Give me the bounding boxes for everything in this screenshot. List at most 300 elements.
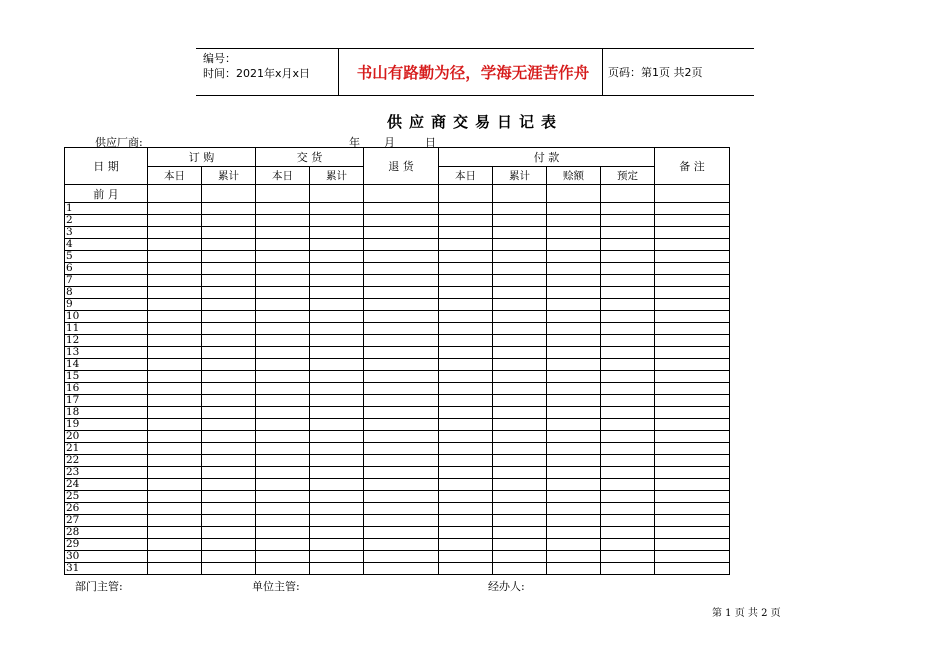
table-cell[interactable]	[148, 563, 202, 575]
table-cell[interactable]	[493, 491, 547, 503]
table-cell[interactable]	[148, 335, 202, 347]
table-cell[interactable]	[256, 515, 310, 527]
table-cell[interactable]	[547, 395, 601, 407]
table-cell[interactable]	[601, 407, 655, 419]
table-cell[interactable]	[439, 503, 493, 515]
table-cell[interactable]	[202, 551, 256, 563]
table-cell[interactable]	[655, 251, 730, 263]
table-cell[interactable]	[601, 323, 655, 335]
table-cell[interactable]	[364, 263, 439, 275]
table-cell[interactable]	[310, 479, 364, 491]
table-cell[interactable]	[364, 515, 439, 527]
table-cell[interactable]	[310, 455, 364, 467]
table-cell[interactable]	[148, 215, 202, 227]
table-cell[interactable]	[256, 359, 310, 371]
table-cell[interactable]	[256, 287, 310, 299]
table-cell[interactable]	[547, 443, 601, 455]
table-cell[interactable]	[364, 311, 439, 323]
table-cell[interactable]	[148, 347, 202, 359]
table-cell[interactable]	[310, 275, 364, 287]
table-cell[interactable]	[310, 419, 364, 431]
table-cell[interactable]	[256, 185, 310, 203]
table-cell[interactable]	[655, 287, 730, 299]
table-cell[interactable]	[202, 563, 256, 575]
table-cell[interactable]	[310, 323, 364, 335]
table-cell[interactable]	[601, 185, 655, 203]
table-cell[interactable]	[364, 359, 439, 371]
table-cell[interactable]	[547, 419, 601, 431]
table-cell[interactable]	[202, 215, 256, 227]
table-cell[interactable]	[310, 311, 364, 323]
table-cell[interactable]	[547, 551, 601, 563]
table-cell[interactable]	[256, 407, 310, 419]
table-cell[interactable]	[655, 395, 730, 407]
table-cell[interactable]	[364, 299, 439, 311]
table-cell[interactable]	[364, 491, 439, 503]
table-cell[interactable]	[493, 407, 547, 419]
table-cell[interactable]	[148, 287, 202, 299]
table-cell[interactable]	[601, 311, 655, 323]
table-cell[interactable]	[601, 299, 655, 311]
table-cell[interactable]	[547, 359, 601, 371]
table-cell[interactable]	[256, 251, 310, 263]
table-cell[interactable]	[655, 551, 730, 563]
table-cell[interactable]	[547, 251, 601, 263]
table-cell[interactable]	[364, 347, 439, 359]
table-cell[interactable]	[655, 563, 730, 575]
table-cell[interactable]	[493, 185, 547, 203]
table-cell[interactable]	[310, 239, 364, 251]
table-cell[interactable]	[655, 263, 730, 275]
table-cell[interactable]	[655, 323, 730, 335]
table-cell[interactable]	[601, 539, 655, 551]
table-cell[interactable]	[493, 227, 547, 239]
table-cell[interactable]	[655, 455, 730, 467]
table-cell[interactable]	[310, 563, 364, 575]
table-cell[interactable]	[493, 431, 547, 443]
table-cell[interactable]	[601, 239, 655, 251]
table-cell[interactable]	[439, 371, 493, 383]
table-cell[interactable]	[493, 275, 547, 287]
table-cell[interactable]	[256, 503, 310, 515]
table-cell[interactable]	[547, 431, 601, 443]
table-cell[interactable]	[601, 395, 655, 407]
table-cell[interactable]	[202, 287, 256, 299]
table-cell[interactable]	[493, 347, 547, 359]
table-cell[interactable]	[439, 251, 493, 263]
table-cell[interactable]	[148, 251, 202, 263]
table-cell[interactable]	[601, 263, 655, 275]
table-cell[interactable]	[310, 527, 364, 539]
table-cell[interactable]	[310, 287, 364, 299]
table-cell[interactable]	[493, 539, 547, 551]
table-cell[interactable]	[148, 311, 202, 323]
table-cell[interactable]	[202, 335, 256, 347]
table-cell[interactable]	[202, 383, 256, 395]
table-cell[interactable]	[148, 527, 202, 539]
table-cell[interactable]	[547, 479, 601, 491]
table-cell[interactable]	[148, 359, 202, 371]
table-cell[interactable]	[439, 527, 493, 539]
table-cell[interactable]	[601, 467, 655, 479]
table-cell[interactable]	[148, 203, 202, 215]
table-cell[interactable]	[601, 455, 655, 467]
table-cell[interactable]	[547, 455, 601, 467]
table-cell[interactable]	[364, 335, 439, 347]
table-cell[interactable]	[601, 419, 655, 431]
table-cell[interactable]	[493, 503, 547, 515]
table-cell[interactable]	[364, 383, 439, 395]
table-cell[interactable]	[601, 287, 655, 299]
table-cell[interactable]	[256, 491, 310, 503]
table-cell[interactable]	[148, 323, 202, 335]
table-cell[interactable]	[310, 503, 364, 515]
table-cell[interactable]	[310, 395, 364, 407]
table-cell[interactable]	[439, 491, 493, 503]
table-cell[interactable]	[202, 311, 256, 323]
table-cell[interactable]	[601, 491, 655, 503]
table-cell[interactable]	[148, 275, 202, 287]
table-cell[interactable]	[493, 311, 547, 323]
table-cell[interactable]	[202, 527, 256, 539]
table-cell[interactable]	[256, 263, 310, 275]
table-cell[interactable]	[364, 479, 439, 491]
table-cell[interactable]	[493, 443, 547, 455]
table-cell[interactable]	[310, 431, 364, 443]
table-cell[interactable]	[493, 455, 547, 467]
table-cell[interactable]	[439, 335, 493, 347]
table-cell[interactable]	[202, 455, 256, 467]
table-cell[interactable]	[655, 443, 730, 455]
table-cell[interactable]	[655, 383, 730, 395]
table-cell[interactable]	[547, 539, 601, 551]
table-cell[interactable]	[655, 311, 730, 323]
table-cell[interactable]	[364, 431, 439, 443]
table-cell[interactable]	[601, 443, 655, 455]
table-cell[interactable]	[364, 455, 439, 467]
table-cell[interactable]	[148, 491, 202, 503]
table-cell[interactable]	[148, 455, 202, 467]
table-cell[interactable]	[439, 299, 493, 311]
table-cell[interactable]	[493, 467, 547, 479]
table-cell[interactable]	[547, 227, 601, 239]
table-cell[interactable]	[310, 491, 364, 503]
table-cell[interactable]	[310, 515, 364, 527]
table-cell[interactable]	[256, 443, 310, 455]
table-cell[interactable]	[601, 359, 655, 371]
table-cell[interactable]	[364, 527, 439, 539]
table-cell[interactable]	[547, 203, 601, 215]
table-cell[interactable]	[256, 239, 310, 251]
table-cell[interactable]	[655, 419, 730, 431]
table-cell[interactable]	[256, 275, 310, 287]
table-cell[interactable]	[547, 239, 601, 251]
table-cell[interactable]	[202, 299, 256, 311]
table-cell[interactable]	[364, 323, 439, 335]
table-cell[interactable]	[364, 227, 439, 239]
table-cell[interactable]	[601, 551, 655, 563]
table-cell[interactable]	[202, 479, 256, 491]
table-cell[interactable]	[601, 335, 655, 347]
table-cell[interactable]	[439, 563, 493, 575]
table-cell[interactable]	[364, 539, 439, 551]
table-cell[interactable]	[493, 515, 547, 527]
table-cell[interactable]	[310, 215, 364, 227]
table-cell[interactable]	[256, 371, 310, 383]
table-cell[interactable]	[655, 275, 730, 287]
table-cell[interactable]	[148, 539, 202, 551]
table-cell[interactable]	[256, 467, 310, 479]
table-cell[interactable]	[256, 299, 310, 311]
table-cell[interactable]	[310, 203, 364, 215]
table-cell[interactable]	[148, 503, 202, 515]
table-cell[interactable]	[547, 503, 601, 515]
table-cell[interactable]	[202, 359, 256, 371]
table-cell[interactable]	[439, 551, 493, 563]
table-cell[interactable]	[547, 467, 601, 479]
table-cell[interactable]	[601, 383, 655, 395]
table-cell[interactable]	[493, 263, 547, 275]
table-cell[interactable]	[493, 239, 547, 251]
table-cell[interactable]	[547, 287, 601, 299]
table-cell[interactable]	[202, 431, 256, 443]
table-cell[interactable]	[601, 275, 655, 287]
table-cell[interactable]	[202, 407, 256, 419]
table-cell[interactable]	[493, 395, 547, 407]
table-cell[interactable]	[493, 551, 547, 563]
table-cell[interactable]	[202, 323, 256, 335]
table-cell[interactable]	[655, 227, 730, 239]
table-cell[interactable]	[364, 551, 439, 563]
table-cell[interactable]	[439, 203, 493, 215]
table-cell[interactable]	[148, 515, 202, 527]
table-cell[interactable]	[439, 287, 493, 299]
table-cell[interactable]	[202, 395, 256, 407]
table-cell[interactable]	[655, 359, 730, 371]
table-cell[interactable]	[148, 443, 202, 455]
table-cell[interactable]	[439, 419, 493, 431]
table-cell[interactable]	[439, 395, 493, 407]
table-cell[interactable]	[310, 227, 364, 239]
table-cell[interactable]	[148, 419, 202, 431]
table-cell[interactable]	[493, 287, 547, 299]
table-cell[interactable]	[655, 467, 730, 479]
table-cell[interactable]	[493, 479, 547, 491]
table-cell[interactable]	[547, 275, 601, 287]
table-cell[interactable]	[148, 467, 202, 479]
table-cell[interactable]	[202, 251, 256, 263]
table-cell[interactable]	[148, 239, 202, 251]
table-cell[interactable]	[148, 407, 202, 419]
table-cell[interactable]	[364, 407, 439, 419]
table-cell[interactable]	[547, 347, 601, 359]
table-cell[interactable]	[256, 431, 310, 443]
table-cell[interactable]	[655, 371, 730, 383]
table-cell[interactable]	[547, 515, 601, 527]
table-cell[interactable]	[601, 227, 655, 239]
table-cell[interactable]	[310, 251, 364, 263]
table-cell[interactable]	[202, 539, 256, 551]
table-cell[interactable]	[547, 491, 601, 503]
table-cell[interactable]	[547, 407, 601, 419]
table-cell[interactable]	[547, 215, 601, 227]
table-cell[interactable]	[439, 479, 493, 491]
table-cell[interactable]	[547, 335, 601, 347]
table-cell[interactable]	[439, 455, 493, 467]
table-cell[interactable]	[655, 347, 730, 359]
table-cell[interactable]	[547, 383, 601, 395]
table-cell[interactable]	[547, 263, 601, 275]
table-cell[interactable]	[439, 539, 493, 551]
table-cell[interactable]	[364, 203, 439, 215]
table-cell[interactable]	[547, 299, 601, 311]
table-cell[interactable]	[601, 203, 655, 215]
table-cell[interactable]	[601, 527, 655, 539]
table-cell[interactable]	[547, 323, 601, 335]
table-cell[interactable]	[493, 251, 547, 263]
table-cell[interactable]	[256, 395, 310, 407]
table-cell[interactable]	[364, 467, 439, 479]
table-cell[interactable]	[202, 443, 256, 455]
table-cell[interactable]	[493, 527, 547, 539]
table-cell[interactable]	[547, 563, 601, 575]
table-cell[interactable]	[148, 227, 202, 239]
table-cell[interactable]	[256, 563, 310, 575]
table-cell[interactable]	[655, 407, 730, 419]
table-cell[interactable]	[601, 215, 655, 227]
table-cell[interactable]	[310, 335, 364, 347]
table-cell[interactable]	[256, 527, 310, 539]
table-cell[interactable]	[439, 443, 493, 455]
table-cell[interactable]	[364, 563, 439, 575]
table-cell[interactable]	[493, 383, 547, 395]
table-cell[interactable]	[310, 407, 364, 419]
table-cell[interactable]	[202, 275, 256, 287]
table-cell[interactable]	[439, 515, 493, 527]
table-cell[interactable]	[310, 371, 364, 383]
table-cell[interactable]	[439, 467, 493, 479]
table-cell[interactable]	[202, 347, 256, 359]
table-cell[interactable]	[364, 395, 439, 407]
table-cell[interactable]	[655, 299, 730, 311]
table-cell[interactable]	[202, 419, 256, 431]
table-cell[interactable]	[655, 431, 730, 443]
table-cell[interactable]	[364, 239, 439, 251]
table-cell[interactable]	[364, 503, 439, 515]
table-cell[interactable]	[148, 383, 202, 395]
table-cell[interactable]	[364, 287, 439, 299]
table-cell[interactable]	[601, 503, 655, 515]
table-cell[interactable]	[310, 383, 364, 395]
table-cell[interactable]	[310, 551, 364, 563]
table-cell[interactable]	[256, 383, 310, 395]
table-cell[interactable]	[655, 239, 730, 251]
table-cell[interactable]	[256, 323, 310, 335]
table-cell[interactable]	[655, 203, 730, 215]
table-cell[interactable]	[364, 185, 439, 203]
table-cell[interactable]	[256, 455, 310, 467]
table-cell[interactable]	[439, 311, 493, 323]
table-cell[interactable]	[655, 515, 730, 527]
table-cell[interactable]	[256, 203, 310, 215]
table-cell[interactable]	[493, 215, 547, 227]
table-cell[interactable]	[364, 371, 439, 383]
table-cell[interactable]	[547, 311, 601, 323]
table-cell[interactable]	[364, 419, 439, 431]
table-cell[interactable]	[493, 203, 547, 215]
table-cell[interactable]	[256, 551, 310, 563]
table-cell[interactable]	[310, 299, 364, 311]
table-cell[interactable]	[148, 185, 202, 203]
table-cell[interactable]	[655, 503, 730, 515]
table-cell[interactable]	[148, 431, 202, 443]
table-cell[interactable]	[493, 323, 547, 335]
table-cell[interactable]	[202, 467, 256, 479]
table-cell[interactable]	[202, 185, 256, 203]
table-cell[interactable]	[148, 551, 202, 563]
table-cell[interactable]	[439, 275, 493, 287]
table-cell[interactable]	[202, 263, 256, 275]
table-cell[interactable]	[439, 383, 493, 395]
table-cell[interactable]	[655, 539, 730, 551]
table-cell[interactable]	[256, 419, 310, 431]
table-cell[interactable]	[601, 251, 655, 263]
table-cell[interactable]	[493, 563, 547, 575]
table-cell[interactable]	[148, 299, 202, 311]
table-cell[interactable]	[493, 371, 547, 383]
table-cell[interactable]	[310, 347, 364, 359]
table-cell[interactable]	[439, 347, 493, 359]
table-cell[interactable]	[202, 491, 256, 503]
table-cell[interactable]	[655, 185, 730, 203]
table-cell[interactable]	[148, 479, 202, 491]
table-cell[interactable]	[601, 431, 655, 443]
table-cell[interactable]	[148, 371, 202, 383]
table-cell[interactable]	[655, 335, 730, 347]
table-cell[interactable]	[439, 407, 493, 419]
table-cell[interactable]	[547, 527, 601, 539]
table-cell[interactable]	[655, 215, 730, 227]
table-cell[interactable]	[256, 335, 310, 347]
table-cell[interactable]	[493, 419, 547, 431]
table-cell[interactable]	[601, 347, 655, 359]
table-cell[interactable]	[310, 359, 364, 371]
table-cell[interactable]	[256, 215, 310, 227]
table-cell[interactable]	[202, 203, 256, 215]
table-cell[interactable]	[202, 503, 256, 515]
table-cell[interactable]	[493, 335, 547, 347]
table-cell[interactable]	[655, 479, 730, 491]
table-cell[interactable]	[439, 359, 493, 371]
table-cell[interactable]	[202, 515, 256, 527]
table-cell[interactable]	[439, 185, 493, 203]
table-cell[interactable]	[310, 263, 364, 275]
table-cell[interactable]	[364, 275, 439, 287]
table-cell[interactable]	[439, 263, 493, 275]
table-cell[interactable]	[202, 227, 256, 239]
table-cell[interactable]	[655, 491, 730, 503]
table-cell[interactable]	[547, 185, 601, 203]
table-cell[interactable]	[364, 443, 439, 455]
table-cell[interactable]	[256, 479, 310, 491]
table-cell[interactable]	[439, 215, 493, 227]
table-cell[interactable]	[202, 239, 256, 251]
table-cell[interactable]	[148, 263, 202, 275]
table-cell[interactable]	[601, 479, 655, 491]
table-cell[interactable]	[256, 311, 310, 323]
table-cell[interactable]	[256, 539, 310, 551]
table-cell[interactable]	[439, 227, 493, 239]
